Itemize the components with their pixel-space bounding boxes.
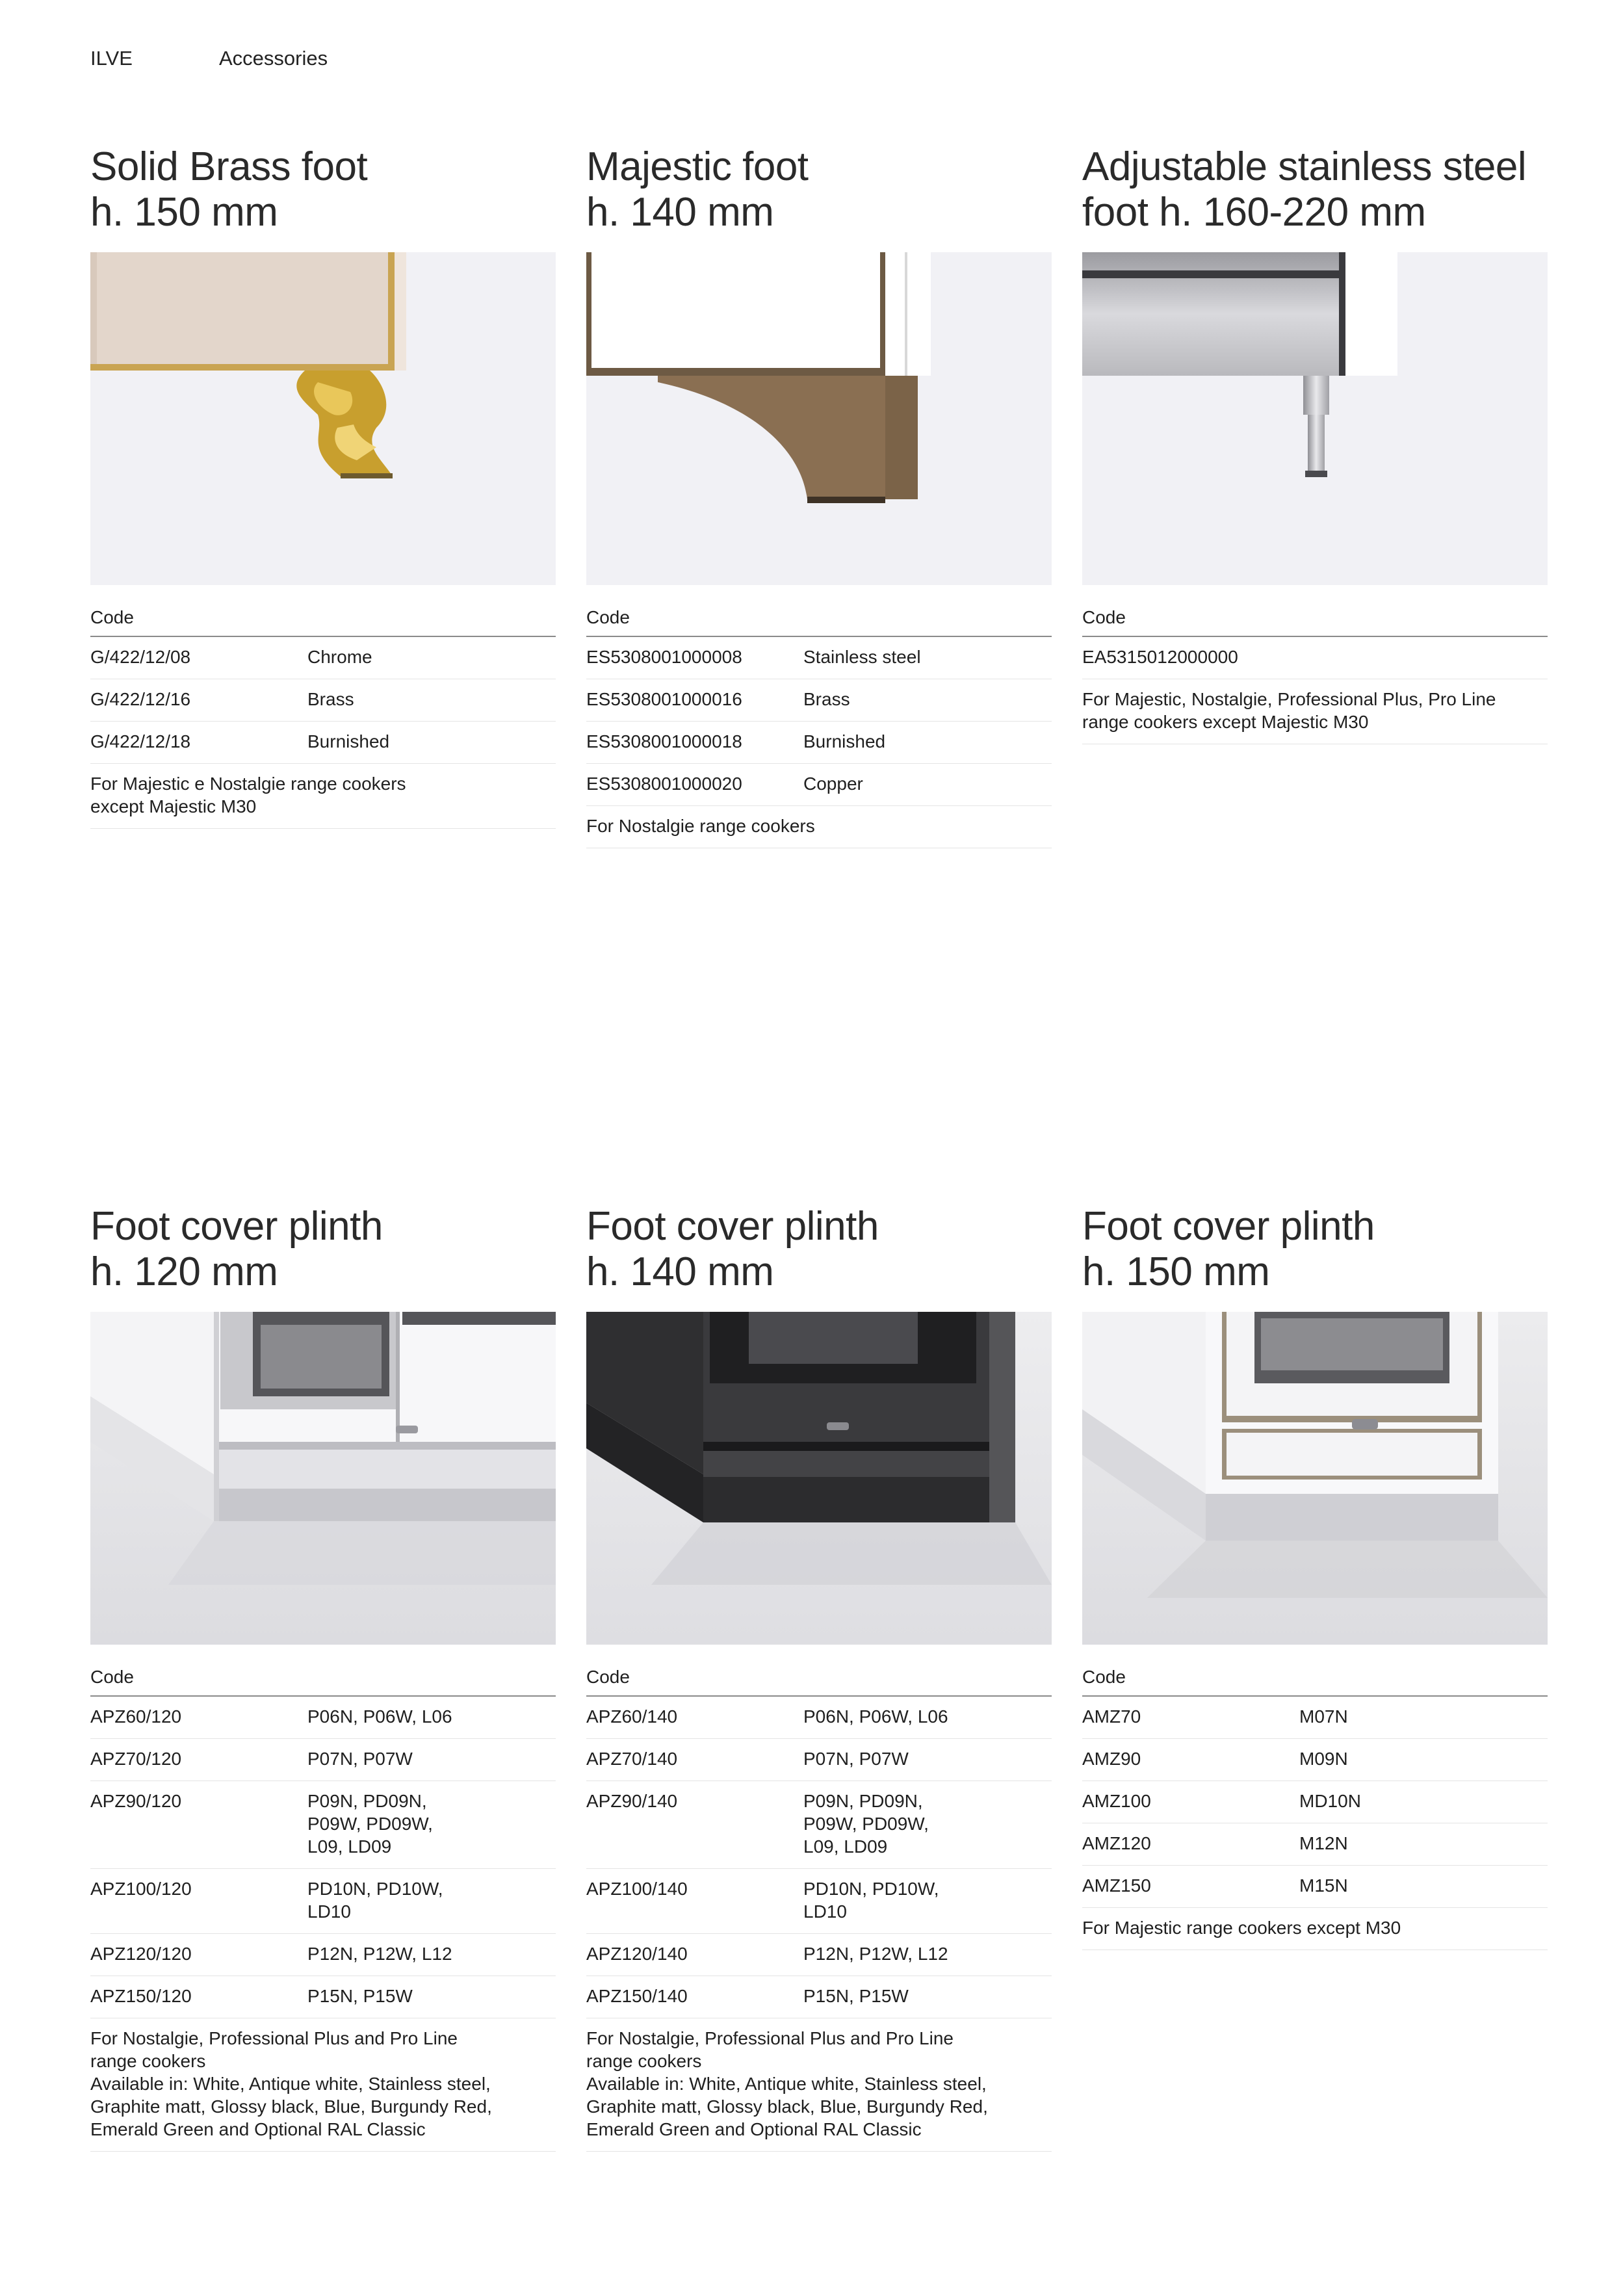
product-code: APZ150/140: [586, 1986, 688, 2006]
product-title: Majestic foot h. 140 mm: [586, 144, 809, 235]
product-card-brass-foot: [90, 144, 556, 816]
table-row: [90, 679, 556, 722]
table-row: [586, 722, 1052, 764]
product-variant: Brass: [307, 689, 354, 709]
product-code: APZ100/140: [586, 1879, 688, 1899]
table-row: [90, 637, 556, 679]
table-row: [586, 1976, 1052, 2018]
table-row: [586, 1781, 1052, 1869]
product-variant: [1238, 646, 1548, 668]
table-row: [1082, 1866, 1548, 1908]
product-title: Foot cover plinth h. 140 mm: [586, 1204, 879, 1294]
product-code: ES5308001000016: [586, 689, 742, 709]
product-code: APZ100/120: [90, 1879, 192, 1899]
product-code: APZ70/140: [586, 1749, 678, 1769]
product-variant: Chrome: [307, 647, 372, 667]
product-code: APZ60/140: [586, 1706, 678, 1727]
product-title: Adjustable stainless steel foot h. 160-220 mm: [1082, 144, 1527, 235]
code-header: Code: [1082, 606, 1548, 637]
table-row: [586, 1934, 1052, 1976]
compatibility-note: For Nostalgie, Professional Plus and Pro Line range cookers Available in: White, Antique white, Stainless steel, Graphite matt, Glossy black, Blue, Burgundy Red, Emerald Green and Optional RAL Classic: [586, 2018, 1052, 2152]
compatibility-note: For Majestic range cookers except M30: [1082, 1908, 1548, 1950]
code-header: Code: [586, 1665, 1052, 1697]
plinth-white-photo: [90, 1312, 556, 1645]
table-row: [1082, 1781, 1548, 1823]
product-code: AMZ70: [1082, 1706, 1141, 1727]
product-variant: Brass: [803, 689, 850, 709]
section-name: Accessories: [219, 47, 328, 70]
table-row: [586, 637, 1052, 679]
product-code: G/422/12/08: [90, 647, 191, 667]
product-code: EA5315012000000: [1082, 647, 1238, 667]
product-code: APZ120/140: [586, 1944, 688, 1964]
product-code: AMZ120: [1082, 1833, 1151, 1853]
brand-name: ILVE: [90, 47, 133, 70]
product-code: ES5308001000020: [586, 774, 742, 794]
product-variant: PD10N, PD10W, LD10: [803, 1879, 939, 1922]
product-title: Foot cover plinth h. 150 mm: [1082, 1204, 1375, 1294]
table-row: [1082, 637, 1548, 679]
table-row: [90, 1976, 556, 2018]
product-card-plinth-120: [90, 1204, 556, 2139]
product-code: APZ60/120: [90, 1706, 182, 1727]
plinth-majestic-photo: [1082, 1312, 1548, 1645]
product-card-majestic-foot: [586, 144, 1052, 836]
product-variant: PD10N, PD10W, LD10: [307, 1879, 443, 1922]
product-variant: Burnished: [307, 731, 390, 751]
product-variant: P07N, P07W: [307, 1749, 413, 1769]
table-row: [586, 1697, 1052, 1739]
spec-table: [1082, 606, 1548, 744]
product-code: G/422/12/16: [90, 689, 191, 709]
product-code: APZ120/120: [90, 1944, 192, 1964]
product-variant: M12N: [1299, 1833, 1348, 1853]
table-row: [1082, 1823, 1548, 1866]
product-variant: P09N, PD09N, P09W, PD09W, L09, LD09: [803, 1791, 929, 1857]
product-variant: P06N, P06W, L06: [803, 1706, 948, 1727]
product-card-adjustable-foot: [1082, 144, 1548, 732]
table-row: [586, 1869, 1052, 1934]
table-row: [90, 1739, 556, 1781]
product-code: G/422/12/18: [90, 731, 191, 751]
product-variant: P12N, P12W, L12: [803, 1944, 948, 1964]
product-variant: P15N, P15W: [307, 1986, 413, 2006]
table-row: [1082, 1739, 1548, 1781]
spec-table: [90, 606, 556, 829]
product-variant: M07N: [1299, 1706, 1348, 1727]
product-code: AMZ150: [1082, 1875, 1151, 1896]
code-header: Code: [90, 606, 556, 637]
compatibility-note: For Nostalgie range cookers: [586, 806, 1052, 848]
product-code: AMZ100: [1082, 1791, 1151, 1811]
compatibility-note: For Majestic, Nostalgie, Professional Plus, Pro Line range cookers except Majestic M30: [1082, 679, 1548, 744]
table-row: [586, 764, 1052, 806]
product-variant: Stainless steel: [803, 647, 921, 667]
product-variant: Copper: [803, 774, 863, 794]
product-code: ES5308001000008: [586, 647, 742, 667]
spec-table: [586, 1665, 1052, 2152]
table-row: [90, 1934, 556, 1976]
product-variant: MD10N: [1299, 1791, 1361, 1811]
majestic-foot-photo: [586, 252, 1052, 585]
product-code: APZ70/120: [90, 1749, 182, 1769]
product-variant: P07N, P07W: [803, 1749, 909, 1769]
table-row: [90, 1869, 556, 1934]
table-row: [586, 679, 1052, 722]
product-variant: P15N, P15W: [803, 1986, 909, 2006]
spec-table: [586, 606, 1052, 848]
table-row: [90, 1697, 556, 1739]
code-header: Code: [1082, 1665, 1548, 1697]
compatibility-note: For Nostalgie, Professional Plus and Pro Line range cookers Available in: White, Antique white, Stainless steel, Graphite matt, Glossy black, Blue, Burgundy Red, Emerald Green and Optional RAL Classic: [90, 2018, 556, 2152]
product-code: APZ90/140: [586, 1791, 678, 1811]
product-code: ES5308001000018: [586, 731, 742, 751]
table-row: [90, 1781, 556, 1869]
product-code: APZ150/120: [90, 1986, 192, 2006]
product-variant: M15N: [1299, 1875, 1348, 1896]
table-row: [1082, 1697, 1548, 1739]
product-code: AMZ90: [1082, 1749, 1141, 1769]
product-card-plinth-140: [586, 1204, 1052, 2139]
table-row: [90, 722, 556, 764]
spec-table: [1082, 1665, 1548, 1950]
product-title: Foot cover plinth h. 120 mm: [90, 1204, 383, 1294]
table-row: [586, 1739, 1052, 1781]
code-header: Code: [586, 606, 1052, 637]
compatibility-note: For Majestic e Nostalgie range cookers except Majestic M30: [90, 764, 556, 829]
product-variant: Burnished: [803, 731, 886, 751]
product-variant: M09N: [1299, 1749, 1348, 1769]
brass-foot-photo: [90, 252, 556, 585]
product-variant: P06N, P06W, L06: [307, 1706, 452, 1727]
product-card-plinth-150: [1082, 1204, 1548, 1938]
adjustable-foot-photo: [1082, 252, 1548, 585]
product-variant: P09N, PD09N, P09W, PD09W, L09, LD09: [307, 1791, 433, 1857]
spec-table: [90, 1665, 556, 2152]
plinth-black-photo: [586, 1312, 1052, 1645]
product-code: APZ90/120: [90, 1791, 182, 1811]
product-title: Solid Brass foot h. 150 mm: [90, 144, 368, 235]
product-variant: P12N, P12W, L12: [307, 1944, 452, 1964]
code-header: Code: [90, 1665, 556, 1697]
